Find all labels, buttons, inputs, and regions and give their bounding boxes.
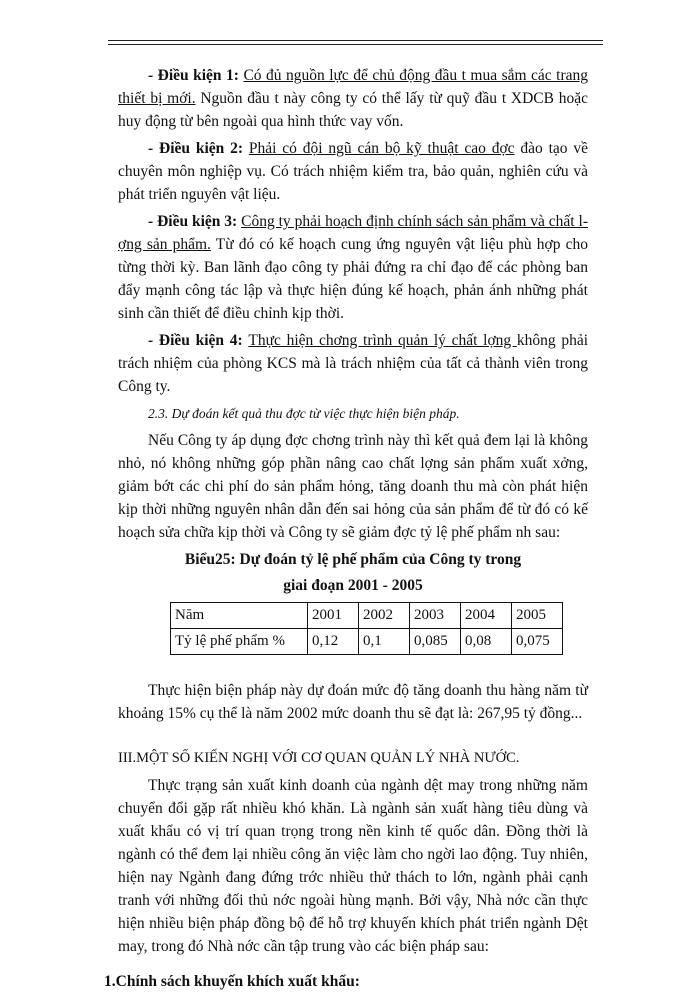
table-header-year: Năm xyxy=(171,603,308,629)
condition-text: Nguồn đầu t này công ty có thể lấy từ quỹ đầu t XDCB hoặc huy động từ bên ngoài qua hình thức vay vốn. xyxy=(118,90,588,130)
paragraph-forecast: Nếu Công ty áp dụng đợc chơng trình này thì kết quả đem lại là không nhỏ, nó không những góp phần nâng cao chất lợng sản phẩm xuất xởng, giảm bớt các chi phí do sản phẩm hỏng, tăng doanh thu mà còn phát hiện kịp thời những nguyên nhân dẫn đến sai hỏng của sản phẩm để từ đó có kế hoạch sửa chữa kịp thời và Công ty sẽ giảm đợc tỷ lệ phế phẩm nh sau: xyxy=(118,432,588,541)
condition-underlined-text: Có đủ nguồn lực để chủ động đầu t mua sắm các trang thiết bị mới. xyxy=(118,67,588,107)
condition-label: - Điều kiện 1: xyxy=(148,67,244,84)
subheading-2-3: 2.3. Dự đoán kết quả thu đợc từ việc thực hiện biện pháp. xyxy=(148,406,460,421)
table-cell-year: 2001 xyxy=(308,603,359,629)
table-row-years xyxy=(171,603,563,629)
table-cell-rate: 0,1 xyxy=(359,629,410,655)
condition-label: - Điều kiện 2: xyxy=(148,140,249,157)
table-cell-rate: 0,12 xyxy=(308,629,359,655)
table-cell-rate: 0,085 xyxy=(410,629,461,655)
paragraph-revenue: Thực hiện biện pháp này dự đoán mức độ tăng doanh thu hàng năm từ khoảng 15% cụ thể là năm 2002 mức doanh thu sẽ đạt là: 267,95 tỷ đồng... xyxy=(118,682,588,722)
table-title-line-2: giai đoạn 2001 - 2005 xyxy=(283,577,423,594)
condition-underlined-text: Thực hiện chơng trình quản lý chất lợng xyxy=(248,332,517,349)
table-title-line-1: Biểu25: Dự đoán tỷ lệ phế phẩm của Công ty trong xyxy=(184,551,522,568)
section-iii-heading: III.MỘT SỐ KIẾN NGHỊ VỚI CƠ QUAN QUẢN LÝ NHÀ NƯỚC. xyxy=(118,750,520,766)
condition-1 xyxy=(118,64,588,133)
condition-text: không phải trách nhiệm của phòng KCS mà là trách nhiệm của tất cả thành viên trong Công ty. xyxy=(118,332,589,395)
condition-label: - Điều kiện 3: xyxy=(148,213,242,230)
condition-underlined-text: Phải có đội ngũ cán bộ kỹ thuật cao đợc xyxy=(248,140,515,157)
condition-text: Từ đó có kế hoạch cung ứng nguyên vật liệu phù hợp cho từng thời kỳ. Ban lãnh đạo công ty phải đứng ra chỉ đạo để các phòng ban đẩy mạnh công tác lập và thực hiện đúng kế hoạch, phản ánh những phát sinh cần thiết để điều chỉnh kịp thời. xyxy=(118,236,589,322)
table-row-rates xyxy=(171,629,563,655)
table-cell-year: 2002 xyxy=(359,603,410,629)
condition-2 xyxy=(118,137,588,206)
condition-label: - Điều kiện 4: xyxy=(148,332,249,349)
table-cell-year: 2004 xyxy=(461,603,512,629)
condition-3 xyxy=(118,210,588,325)
table-cell-year: 2005 xyxy=(512,603,563,629)
table-cell-year: 2003 xyxy=(410,603,461,629)
table-header-rate: Tỷ lệ phế phẩm % xyxy=(171,629,308,655)
condition-text: đào tạo về chuyên môn nghiệp vụ. Có trách nhiệm kiểm tra, bảo quản, nghiên cứu và phát triển nguyên vật liệu. xyxy=(118,140,588,203)
condition-underlined-text: Công ty phải hoạch định chính sách sản phẩm và chất lợng sản phẩm. xyxy=(118,213,588,253)
table-cell-rate: 0,075 xyxy=(512,629,563,655)
header-rule-bottom xyxy=(108,44,603,45)
header-rule-top xyxy=(108,40,603,41)
document-body xyxy=(104,64,589,997)
scrap-rate-table xyxy=(170,602,563,655)
condition-4 xyxy=(118,329,588,398)
table-cell-rate: 0,08 xyxy=(461,629,512,655)
subheading-1: 1.Chính sách khuyến khích xuất khẩu: xyxy=(104,973,360,990)
paragraph-section-iii: Thực trạng sản xuất kinh doanh của ngành dệt may trong những năm chuyển đổi gặp rất nhiều khó khăn. Là ngành sản xuất hàng tiêu dùng và xuất khẩu có vị trí quan trọng trong nền kinh tế quốc dân. Đồng thời là ngành có thể đem lại nhiều công ăn việc làm cho ngời lao động. Tuy nhiên, hiện nay Ngành đang đứng trớc nhiều thử thách to lớn, ngành phải cạnh tranh với những đối thủ nớc ngoài hùng mạnh. Bởi vậy, Nhà nớc cần thực hiện nhiều biện pháp đồng bộ để hỗ trợ khuyến khích phát triển ngành Dệt may, trong đó Nhà nớc cần tập trung vào các biện pháp sau: xyxy=(118,777,588,955)
